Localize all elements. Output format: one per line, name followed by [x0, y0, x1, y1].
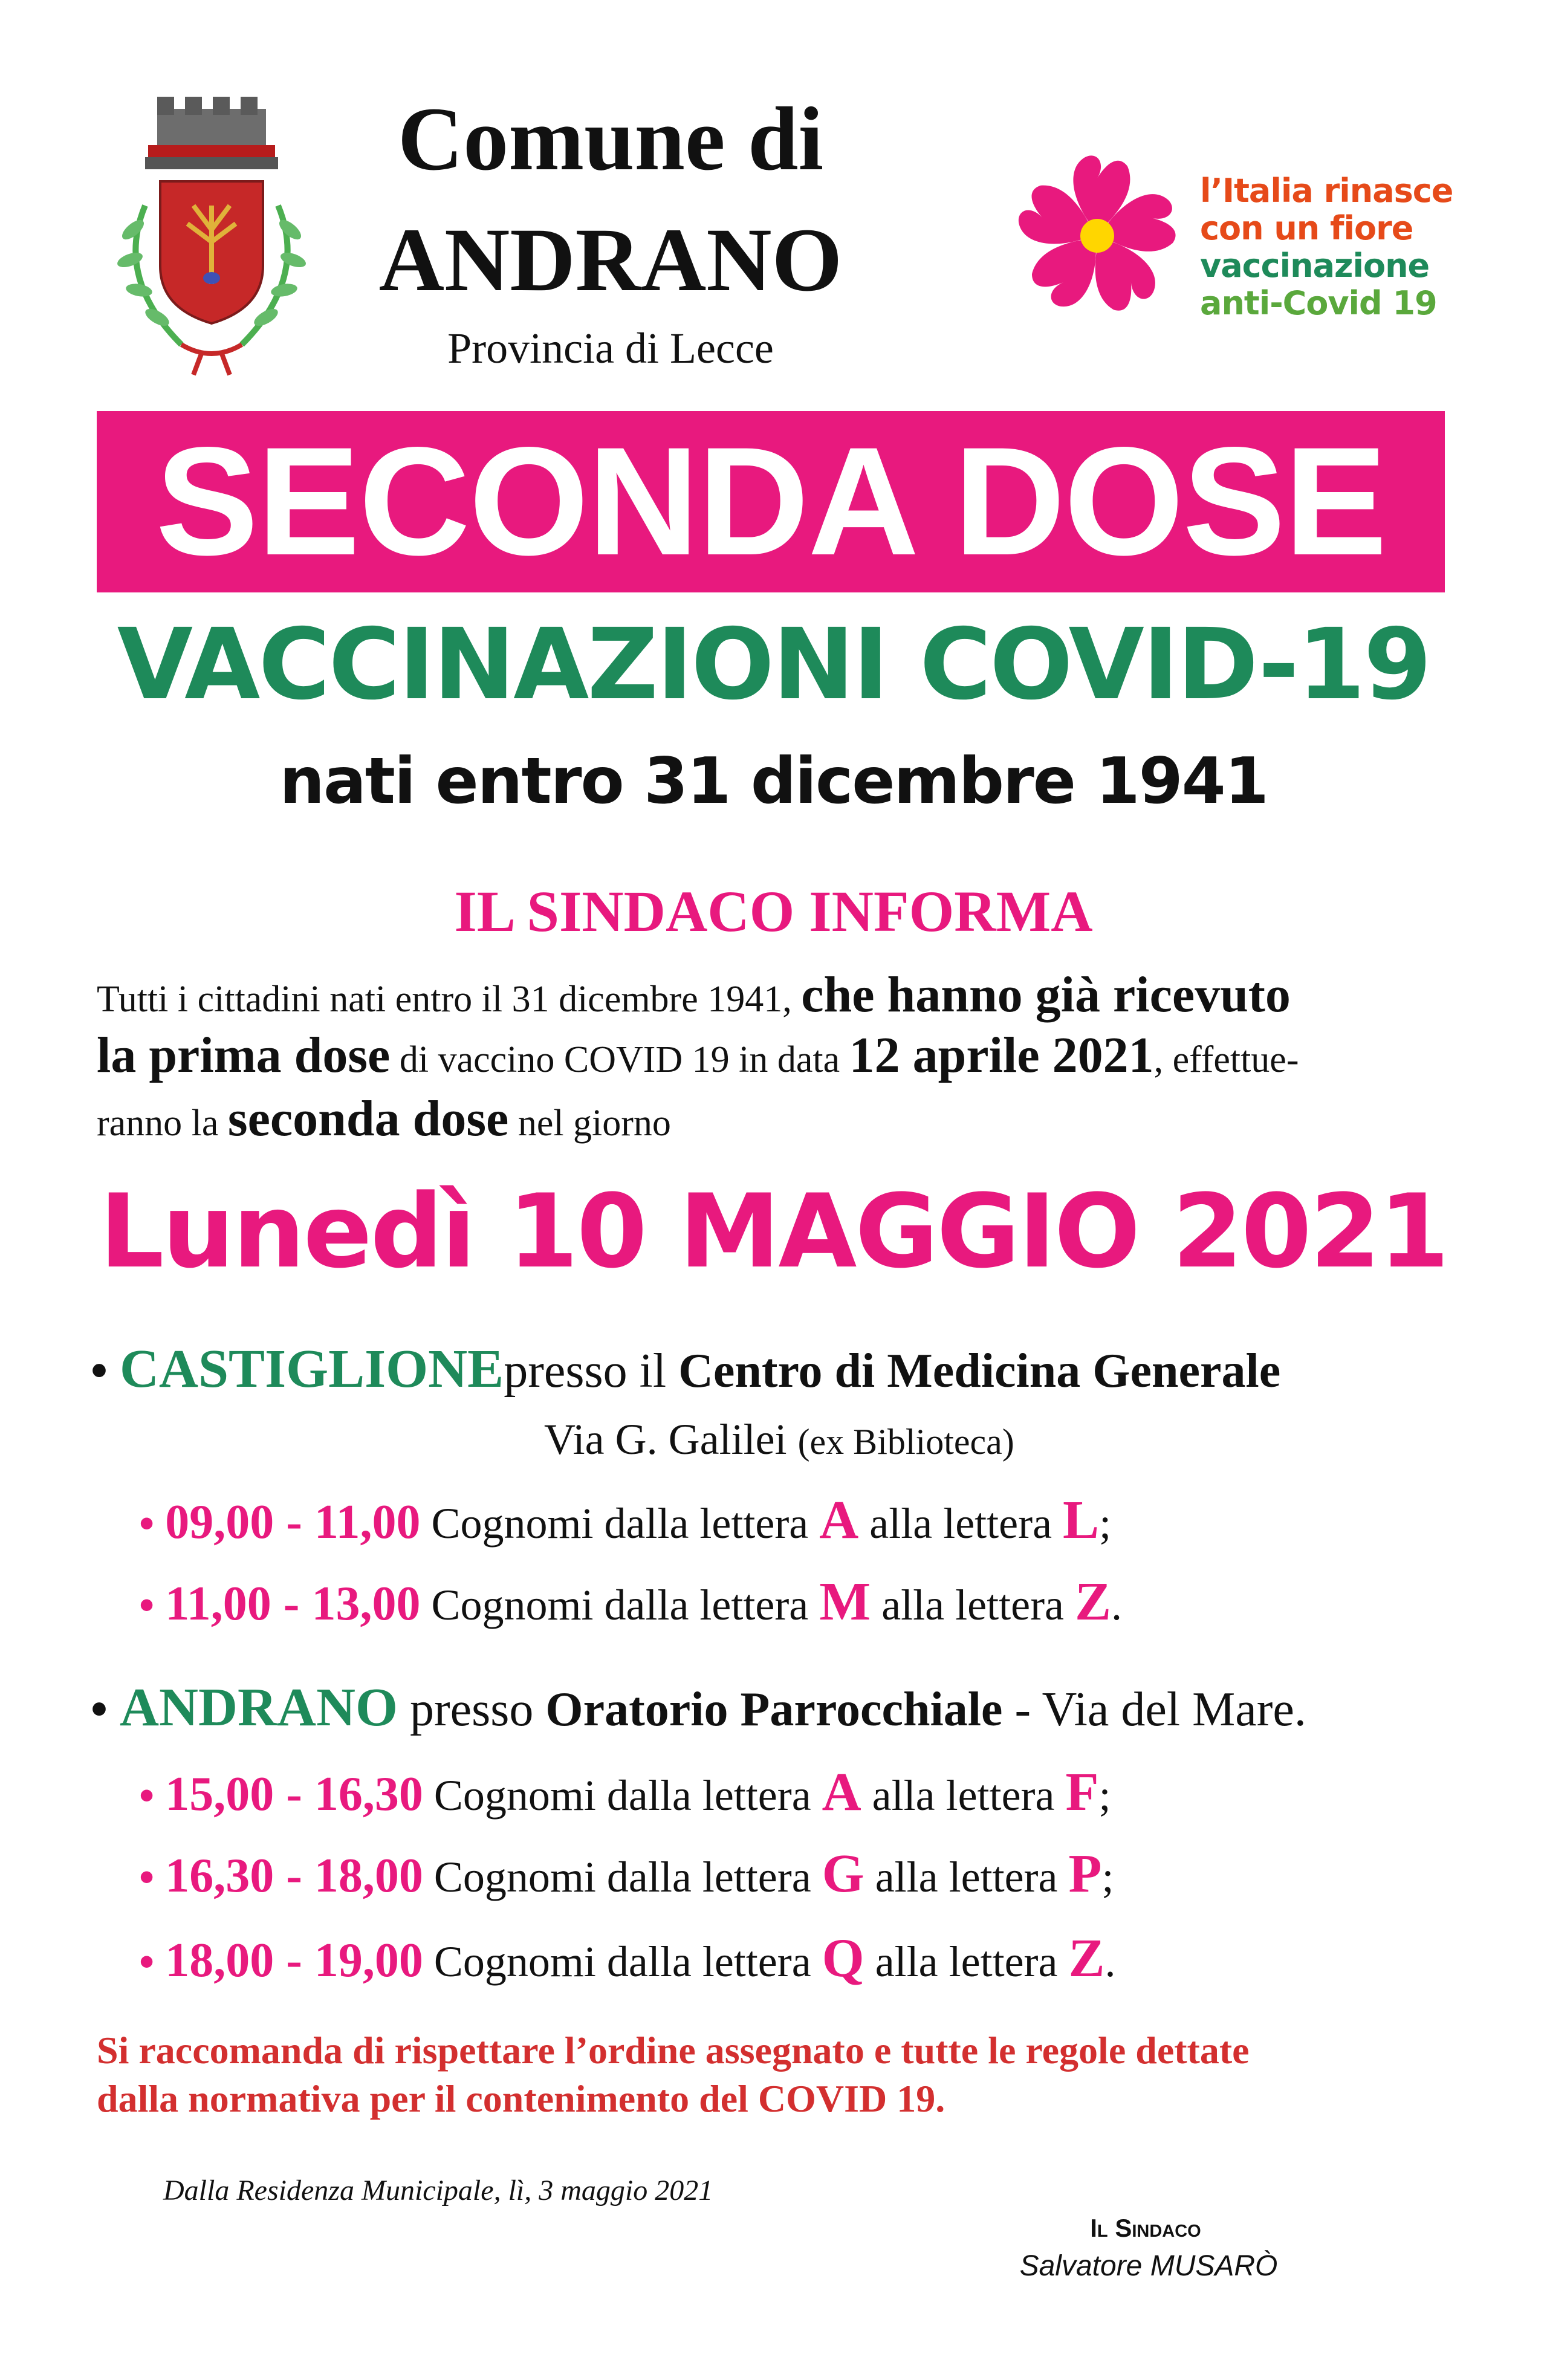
- location-presso: presso il: [504, 1344, 679, 1398]
- slot-text: alla lettera: [858, 1499, 1063, 1548]
- location-address: [544, 1415, 1014, 1464]
- campaign-line-4: anti-Covid 19: [1200, 284, 1437, 322]
- bullet: •: [139, 1853, 155, 1901]
- slot-end: .: [1111, 1581, 1123, 1629]
- campaign-line-3: vaccinazione: [1200, 247, 1430, 285]
- municipal-crest-icon: [91, 85, 332, 387]
- notice-text: nel giorno: [508, 1103, 671, 1144]
- time-slot: [139, 1844, 1114, 1904]
- slot-to-letter: F: [1065, 1762, 1099, 1822]
- slot-time: 18,00 - 19,00: [165, 1934, 423, 1987]
- notice-heading: IL SINDACO INFORMA: [454, 879, 1093, 944]
- bullet: •: [139, 1581, 155, 1629]
- slot-from-letter: Q: [822, 1928, 864, 1988]
- slot-time: 09,00 - 11,00: [165, 1496, 421, 1549]
- slot-text: Cognomi dalla lettera: [423, 1853, 822, 1901]
- vaccination-date: Lunedì 10 MAGGIO 2021: [99, 1172, 1448, 1291]
- time-slot: [139, 1572, 1123, 1632]
- slot-end: ;: [1099, 1499, 1112, 1548]
- slot-text: Cognomi dalla lettera: [420, 1581, 820, 1629]
- bullet: •: [91, 1683, 108, 1736]
- signer-title: Il Sindaco: [1090, 2214, 1201, 2242]
- primula-flower-icon: [1007, 145, 1188, 326]
- slot-time: 15,00 - 16,30: [165, 1768, 423, 1821]
- slot-end: ;: [1101, 1853, 1114, 1901]
- location-andrano: [91, 1678, 1306, 1737]
- bullet: •: [139, 1499, 155, 1548]
- cohort-label: nati entro 31 dicembre 1941: [279, 744, 1268, 818]
- warning-line-1: Si raccomanda di rispettare l’ordine assegnato e tutte le regole dettate: [97, 2029, 1250, 2072]
- location-presso: presso: [398, 1683, 546, 1736]
- time-slot: [139, 1490, 1112, 1550]
- notice-text: di vaccino COVID 19 in data: [390, 1039, 849, 1080]
- dated-line: Dalla Residenza Municipale, lì, 3 maggio 2021: [163, 2174, 713, 2207]
- time-slot: [139, 1928, 1116, 1988]
- notice-text: ranno la: [97, 1103, 228, 1144]
- address-note: (ex Biblioteca): [797, 1422, 1014, 1462]
- comune-name: ANDRANO: [378, 210, 843, 310]
- slot-end: .: [1104, 1937, 1116, 1986]
- slot-end: ;: [1098, 1771, 1111, 1820]
- campaign-line-1: l’Italia rinasce: [1200, 172, 1453, 210]
- notice-emphasis: che hanno già ricevuto: [801, 967, 1291, 1023]
- slot-to-letter: Z: [1075, 1572, 1112, 1632]
- location-name: ANDRANO: [120, 1678, 398, 1737]
- slot-text: Cognomi dalla lettera: [420, 1499, 820, 1548]
- notice-line-3: [97, 1091, 1451, 1147]
- slot-time: 16,30 - 18,00: [165, 1849, 423, 1902]
- time-slot: [139, 1762, 1111, 1822]
- slot-to-letter: P: [1068, 1844, 1102, 1904]
- slot-text: Cognomi dalla lettera: [423, 1771, 822, 1820]
- notice-emphasis: la prima dose: [97, 1027, 391, 1083]
- location-venue: Oratorio Parrocchiale: [545, 1683, 1003, 1736]
- bullet: •: [139, 1771, 155, 1820]
- slot-text: alla lettera: [864, 1937, 1069, 1986]
- provincia-label: Provincia di Lecce: [447, 324, 774, 372]
- bullet: •: [91, 1344, 108, 1398]
- notice-line-2: [97, 1028, 1451, 1083]
- slot-to-letter: L: [1063, 1490, 1100, 1550]
- slot-from-letter: A: [822, 1762, 861, 1822]
- location-castiglione: [91, 1339, 1281, 1399]
- slot-to-letter: Z: [1068, 1928, 1105, 1988]
- campaign-line-2: con un fiore: [1200, 209, 1413, 247]
- address-text: Via G. Galilei: [544, 1415, 798, 1464]
- slot-text: alla lettera: [864, 1853, 1069, 1901]
- warning-line-2: dalla normativa per il contenimento del COVID 19.: [97, 2077, 945, 2120]
- slot-time: 11,00 - 13,00: [165, 1577, 421, 1630]
- bullet: •: [139, 1937, 155, 1986]
- slot-text: alla lettera: [871, 1581, 1075, 1629]
- signer-name: Salvatore MUSARÒ: [1019, 2250, 1278, 2282]
- notice-line-1: [97, 967, 1451, 1023]
- notice-emphasis: seconda dose: [227, 1091, 509, 1147]
- slot-from-letter: A: [819, 1490, 859, 1550]
- first-dose-date: 12 aprile 2021: [849, 1027, 1154, 1083]
- campaign-logo-text: [1200, 172, 1539, 322]
- slot-text: alla lettera: [861, 1771, 1066, 1820]
- slot-from-letter: G: [822, 1844, 864, 1904]
- comune-title: Comune di: [397, 89, 824, 189]
- banner-title: SECONDA DOSE: [155, 415, 1386, 588]
- slot-from-letter: M: [819, 1572, 871, 1632]
- location-name: CASTIGLIONE: [120, 1339, 504, 1399]
- notice-text: , effettue-: [1153, 1039, 1299, 1080]
- subtitle: VACCINAZIONI COVID-19: [117, 608, 1430, 722]
- slot-text: Cognomi dalla lettera: [423, 1937, 822, 1986]
- location-venue: Centro di Medicina Generale: [678, 1344, 1281, 1398]
- notice-text: Tutti i cittadini nati entro il 31 dicembre 1941,: [97, 979, 802, 1020]
- location-address: - Via del Mare.: [1002, 1683, 1306, 1736]
